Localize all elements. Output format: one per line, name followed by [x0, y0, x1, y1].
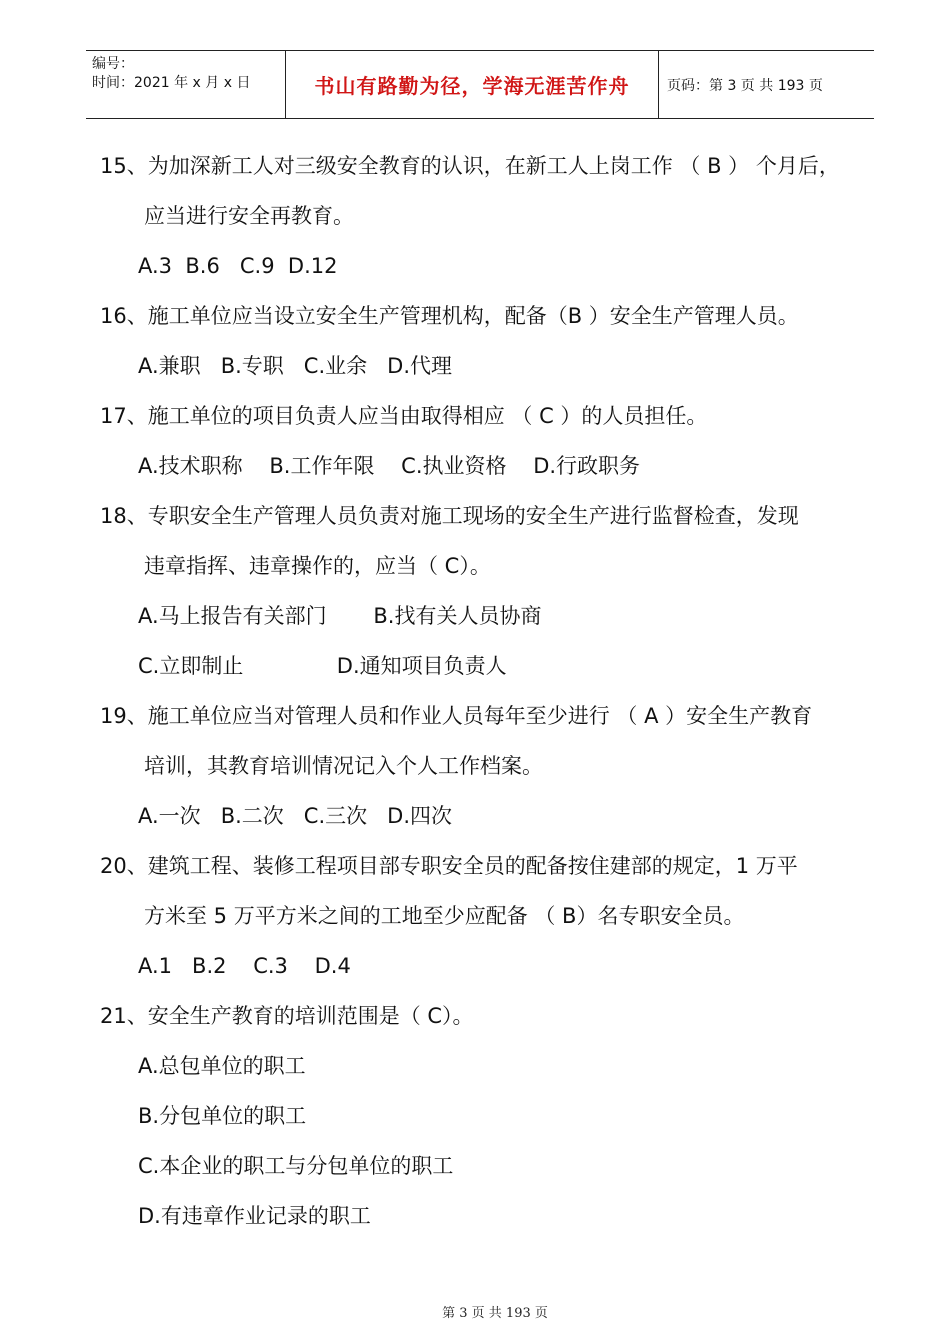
header-motto-cell — [286, 51, 659, 118]
question-15-options: A.3 B.6 C.9 D.12 — [138, 254, 338, 278]
question-text: 17、施工单位的项目负责人应当由取得相应 （ C ）的人员担任。 — [100, 404, 708, 428]
question-15-continuation: 应当进行安全再教育。 — [144, 204, 354, 228]
question-15 — [100, 152, 870, 180]
question-text: 21、安全生产教育的培训范围是（ C）。 — [100, 1004, 474, 1028]
question-18-options-row2: C.立即制止 D.通知项目负责人 — [138, 654, 507, 678]
question-list — [100, 152, 870, 1252]
question-text: 15、为加深新工人对三级安全教育的认识，在新工人上岗工作 （ B ） 个月后， — [100, 154, 840, 178]
question-20-options: A.1 B.2 C.3 D.4 — [138, 954, 351, 978]
question-20-continuation: 方米至 5 万平方米之间的工地至少应配备 （ B）名专职安全员。 — [144, 904, 745, 928]
document-time-label: 时间：2021 年 x 月 x 日 — [92, 75, 251, 91]
question-19-options: A.一次 B.二次 C.三次 D.四次 — [138, 804, 453, 828]
question-21-option-c: C.本企业的职工与分包单位的职工 — [138, 1154, 454, 1178]
question-18-continuation: 违章指挥、违章操作的，应当（ C）。 — [144, 554, 491, 578]
question-21-option-a: A.总包单位的职工 — [138, 1054, 306, 1078]
question-17-options: A.技术职称 B.工作年限 C.执业资格 D.行政职务 — [138, 454, 641, 478]
question-16-options: A.兼职 B.专职 C.业余 D.代理 — [138, 354, 453, 378]
question-18 — [100, 502, 870, 530]
document-number-label: 编号： — [92, 56, 134, 72]
question-19-continuation: 培训，其教育培训情况记入个人工作档案。 — [144, 754, 543, 778]
question-19 — [100, 702, 870, 730]
question-text: 16、施工单位应当设立安全生产管理机构，配备（B ）安全生产管理人员。 — [100, 304, 799, 328]
question-text: 20、建筑工程、装修工程项目部专职安全员的配备按住建部的规定，1 万平 — [100, 854, 798, 878]
header-motto: 书山有路勤为径，学海无涯苦作舟 — [314, 74, 630, 98]
question-text: 19、施工单位应当对管理人员和作业人员每年至少进行 （ A ）安全生产教育 — [100, 704, 813, 728]
question-17 — [100, 402, 870, 430]
header-page-cell — [659, 51, 874, 118]
header-page-label: 页码：第 3 页 共 193 页 — [667, 77, 823, 94]
question-21 — [100, 1002, 870, 1030]
question-21-option-d: D.有违章作业记录的职工 — [138, 1204, 371, 1228]
page-footer: 第 3 页 共 193 页 — [442, 1306, 548, 1321]
question-text: 18、专职安全生产管理人员负责对施工现场的安全生产进行监督检查，发现 — [100, 504, 799, 528]
question-16 — [100, 302, 870, 330]
page-header — [86, 50, 874, 119]
question-18-options-row1: A.马上报告有关部门 B.找有关人员协商 — [138, 604, 542, 628]
question-20 — [100, 852, 870, 880]
header-meta — [86, 51, 286, 118]
question-21-option-b: B.分包单位的职工 — [138, 1104, 307, 1128]
